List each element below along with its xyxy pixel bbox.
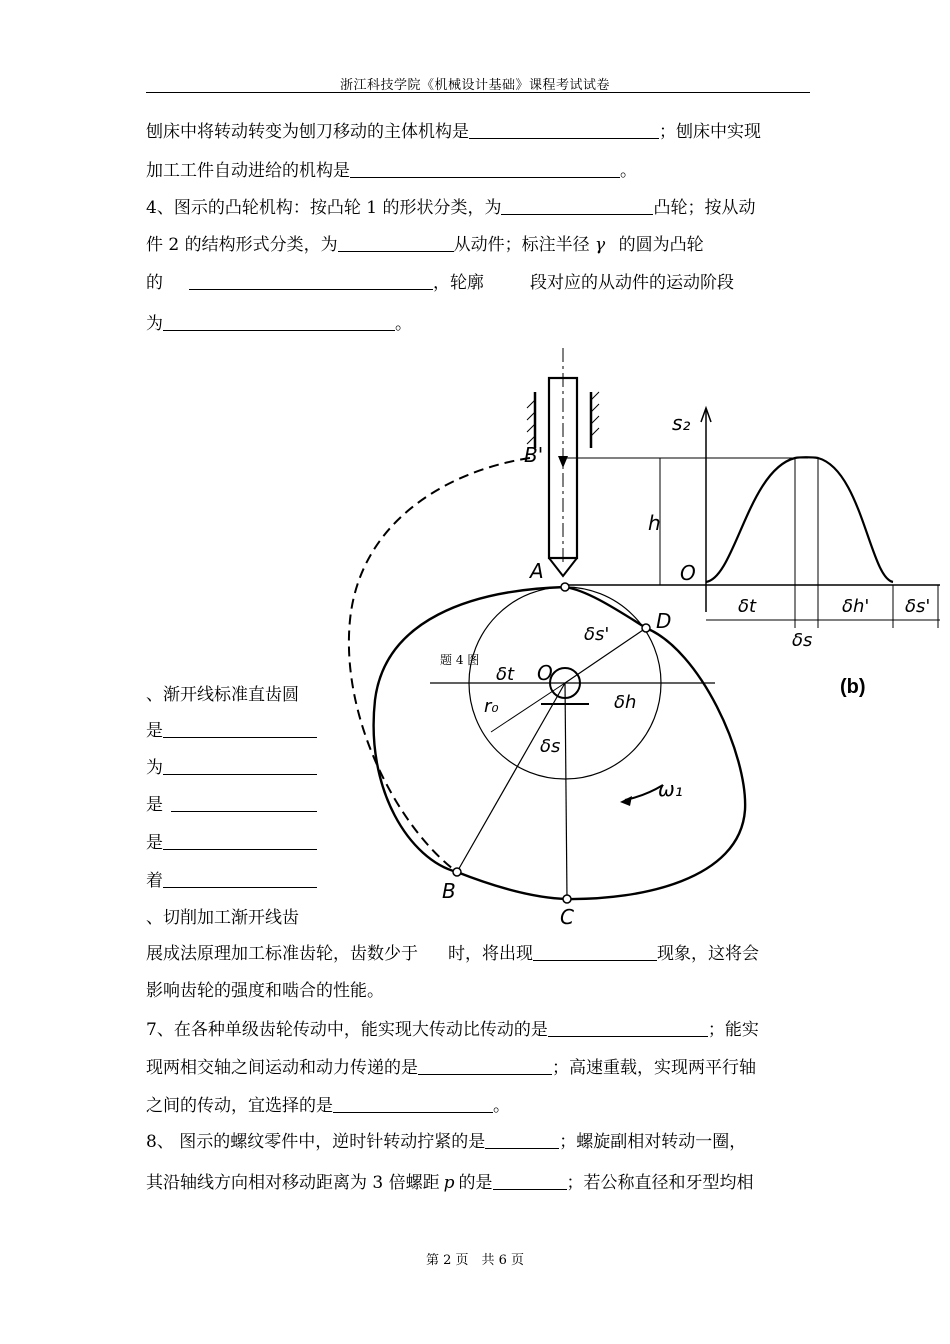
q6-text-2c: 现象，这将会 xyxy=(657,944,759,964)
q5-line-1 xyxy=(146,684,299,706)
q7-line-2 xyxy=(146,1057,756,1079)
q6-text-2b: 时，将出现 xyxy=(448,944,533,964)
label-b: B xyxy=(442,879,456,903)
label-omega1: ω₁ xyxy=(658,777,683,801)
q6-text-2a: 展成法原理加工标准齿轮，齿数少于 xyxy=(146,944,418,964)
line-OC xyxy=(565,683,567,899)
q4-text-2a: 件 2 的结构形式分类，为 xyxy=(146,235,338,255)
q7-line-3 xyxy=(146,1095,510,1117)
q8-blank-2[interactable] xyxy=(493,1173,567,1190)
label-axis-delta-h-prime: δh' xyxy=(842,596,870,617)
q7-blank-1[interactable] xyxy=(548,1020,708,1037)
q5-blank-3[interactable] xyxy=(171,795,317,812)
label-a: A xyxy=(530,559,544,583)
displacement-curve xyxy=(706,457,893,582)
q4-text-2b: 从动件；标注半径 xyxy=(453,235,590,255)
label-b-prime: B' xyxy=(524,443,544,467)
q4-text-2c: 的圆为凸轮 xyxy=(618,235,704,255)
q6-blank-1[interactable] xyxy=(533,944,657,961)
q5-line-6 xyxy=(146,870,317,892)
label-o-axis: O xyxy=(680,561,696,585)
q5-line-4 xyxy=(146,794,317,816)
q3-text-1a: 刨床中将转动转变为刨刀移动的主体机构是 xyxy=(146,122,469,142)
q8-text-2c: ；若公称直径和牙型均相 xyxy=(566,1173,754,1193)
label-axis-delta-t: δt xyxy=(738,596,757,617)
q7-text-3a: 之间的传动，宜选择的是 xyxy=(146,1096,333,1116)
q3-text-2a: 加工工件自动进给的机构是 xyxy=(146,161,350,181)
gamma-symbol: γ xyxy=(595,235,606,255)
q6-line-3 xyxy=(146,980,384,1002)
pitch-symbol: p xyxy=(443,1173,455,1193)
q7-text-2a: 现两相交轴之间运动和动力传递的是 xyxy=(146,1058,418,1078)
q5-text-4: 是 xyxy=(146,795,163,815)
q5-line-3 xyxy=(146,757,317,779)
q8-line-1 xyxy=(146,1131,746,1153)
q4-text-3c: 段对应的从动件的运动阶段 xyxy=(530,273,734,293)
figure-caption: 题 4 图 xyxy=(440,653,480,667)
label-delta-s-prime: δs' xyxy=(584,624,610,645)
q3-text-2b: 。 xyxy=(620,161,637,181)
q7-text-2b: ；高速重载，实现两平行轴 xyxy=(552,1058,756,1078)
q8-text-2b: 的是 xyxy=(458,1173,493,1193)
label-d: D xyxy=(656,609,672,633)
q8-blank-1[interactable] xyxy=(485,1132,559,1149)
q4-text-4a: 为 xyxy=(146,314,163,334)
q5-line-2 xyxy=(146,720,317,742)
q7-line-1 xyxy=(146,1019,759,1041)
q4-text-1a: 4、图示的凸轮机构：按凸轮 1 的形状分类，为 xyxy=(146,198,502,218)
label-r0: r₀ xyxy=(484,696,499,717)
q7-text-3b: 。 xyxy=(493,1096,510,1116)
q6-line-1 xyxy=(146,907,299,929)
q7-text-1a: 7、在各种单级齿轮传动中，能实现大传动比传动的是 xyxy=(146,1020,548,1040)
q3-text-1b: ；刨床中实现 xyxy=(659,122,761,142)
q8-line-2 xyxy=(146,1172,754,1194)
q4-text-3a: 的 xyxy=(146,273,163,293)
q5-text-2: 是 xyxy=(146,721,163,741)
label-axis-delta-s-prime: δs' xyxy=(905,596,931,617)
q5-text-6: 着 xyxy=(146,871,163,891)
q5-text-5: 是 xyxy=(146,833,163,853)
q7-blank-2[interactable] xyxy=(418,1058,552,1075)
q5-text-1: 、渐开线标准直齿圆 xyxy=(146,685,299,705)
q6-line-2 xyxy=(146,943,759,965)
q5-text-3: 为 xyxy=(146,758,163,778)
q8-text-1b: ；螺旋副相对转动一圈， xyxy=(559,1132,747,1152)
label-h: h xyxy=(648,511,661,535)
q7-blank-3[interactable] xyxy=(333,1096,493,1113)
q6-text-3: 影响齿轮的强度和啮合的性能。 xyxy=(146,981,384,1001)
label-delta-h: δh xyxy=(614,692,637,713)
label-axis-delta-s: δs xyxy=(792,630,813,651)
label-s2: s₂ xyxy=(672,411,691,435)
q8-text-2a: 其沿轴线方向相对移动距离为 3 倍螺距 xyxy=(146,1173,440,1193)
radius-r0 xyxy=(491,683,565,732)
label-o-center: O xyxy=(537,661,553,685)
q5-blank-4[interactable] xyxy=(163,833,317,850)
q4-text-3b: ，轮廓 xyxy=(433,273,484,293)
q5-blank-2[interactable] xyxy=(163,758,317,775)
label-delta-t: δt xyxy=(496,664,515,685)
q7-text-1b: ；能实 xyxy=(707,1020,759,1040)
q5-blank-1[interactable] xyxy=(163,721,317,738)
q4-text-4b: 。 xyxy=(395,314,412,334)
q5-line-5 xyxy=(146,832,317,854)
page-header: 浙江科技学院《机械设计基础》课程考试试卷 xyxy=(339,78,610,93)
q8-text-1a: 8、 图示的螺纹零件中，逆时针转动拧紧的是 xyxy=(146,1132,486,1152)
q5-blank-5[interactable] xyxy=(163,871,317,888)
page-footer: 第 2 页 共 6 页 xyxy=(425,1253,525,1268)
label-b-panel: (b) xyxy=(840,676,866,698)
q4-text-1b: 凸轮；按从动 xyxy=(653,198,756,218)
q6-text-1: 、切削加工渐开线齿 xyxy=(146,908,299,928)
label-delta-s: δs xyxy=(540,736,561,757)
label-c: C xyxy=(560,905,574,929)
